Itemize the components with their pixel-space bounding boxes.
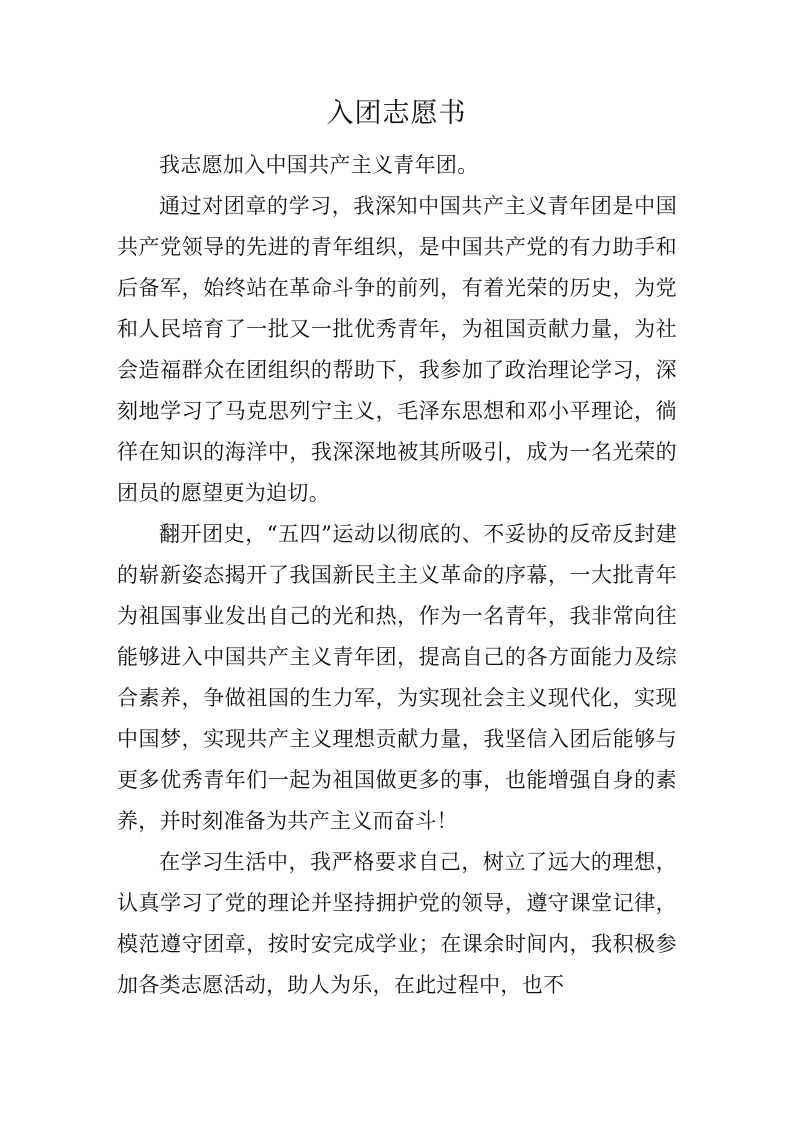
paragraph-2: 通过对团章的学习，我深知中国共产主义青年团是中国共产党领导的先进的青年组织，是中国共产党的有力助手和后备军，始终站在革命斗争的前列，有着光荣的历史，为党和人民培育了一批又一批优秀青年，为祖国贡献力量，为社会造福群众在团组织的帮助下，我参加了政治理论学习，深刻地学习了马克思列宁主义，毛泽东思想和邓小平理论，徜徉在知识的海洋中，我深深地被其所吸引，成为一名光荣的团员的愿望更为迫切。 — [117, 194, 677, 505]
paragraph-1: 我志愿加入中国共产主义青年团。 — [159, 153, 479, 177]
paragraph-3: 翻开团史，“五四”运动以彻底的、不妥协的反帝反封建的崭新姿态揭开了我国新民主主义革命的序幕，一大批青年为祖国事业发出自己的光和热，作为一名青年，我非常向往能够进入中国共产主义青年团，提高自己的各方面能力及综合素养，争做祖国的生力军，为实现社会主义现代化，实现中国梦，实现共产主义理想贡献力量，我坚信入团后能够与更多优秀青年们一起为祖国做更多的事，也能增强自身的素养，并时刻准备为共产主义而奋斗！ — [117, 522, 677, 833]
document-body — [117, 145, 677, 1006]
paragraph-4: 在学习生活中，我严格要求自己，树立了远大的理想，认真学习了党的理论并坚持拥护党的领导，遵守课堂记律，模范遵守团章，按时安完成学业；在课余时间内，我积极参加各类志愿活动，助人为乐，在此过程中，也不 — [117, 850, 677, 997]
document-title: 入团志愿书 — [326, 98, 467, 129]
